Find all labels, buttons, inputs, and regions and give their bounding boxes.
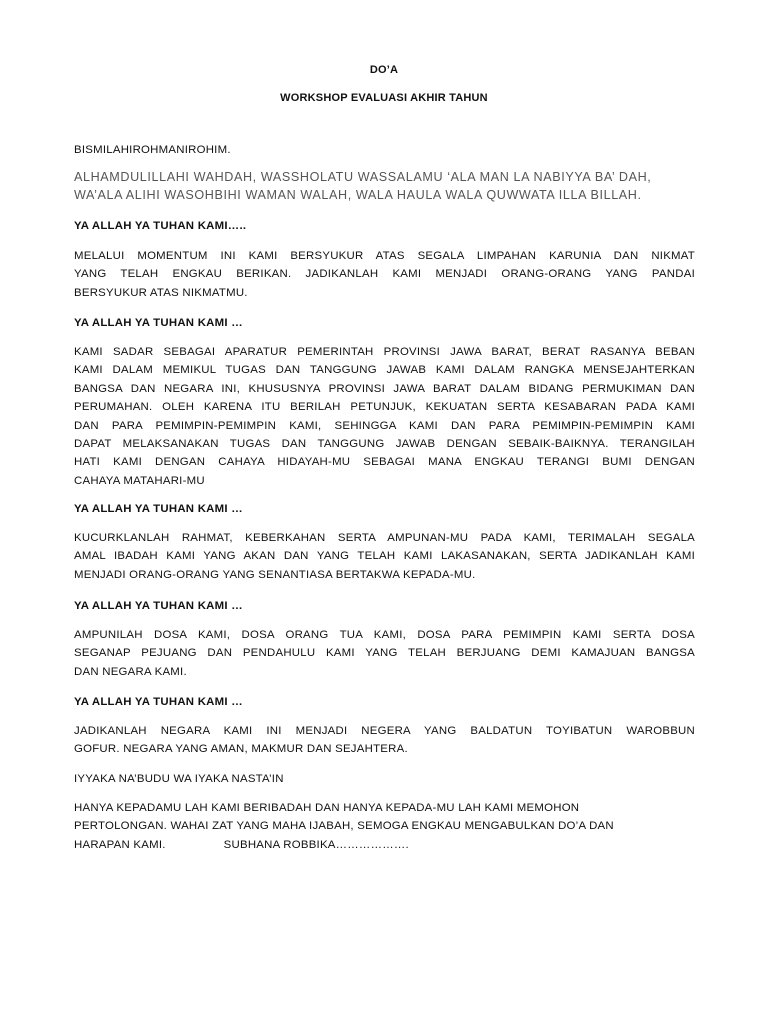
paragraph-line: SEGANAP PEJUANG DAN PENDAHULU KAMI YANG TELAH BERJUANG DEMI KAMAJUAN BANGSA xyxy=(74,647,695,660)
praise-line: WA’ALA ALIHI WASOHBIHI WAMAN WALAH, WALA HAULA WALA QUWWATA ILLA BILLAH. xyxy=(74,188,642,202)
praise-line: ALHAMDULILLAHI WAHDAH, WASSHOLATU WASSALAMU ‘ALA MAN LA NABIYYA BA’ DAH, xyxy=(74,170,652,184)
section-heading: YA ALLAH YA TUHAN KAMI….. xyxy=(74,220,247,232)
paragraph-closing xyxy=(74,799,695,854)
praise-paragraph xyxy=(74,168,695,204)
paragraph-gratitude xyxy=(74,247,695,302)
section-heading-plain: IYYAKA NA’BUDU WA IYAKA NASTA’IN xyxy=(74,773,284,785)
paragraph-nation xyxy=(74,722,695,759)
paragraph-forgiveness xyxy=(74,626,695,681)
closing-right-text: SUBHANA ROBBIKA………………. xyxy=(223,838,409,851)
closing-left-text: HARAPAN KAMI. xyxy=(74,838,166,851)
paragraph-line: JADIKANLAH NEGARA KAMI INI MENJADI NEGERA YANG BALDATUN TOYIBATUN WAROBBUN xyxy=(74,725,695,737)
doc-subtitle: WORKSHOP EVALUASI AKHIR TAHUN xyxy=(280,92,488,104)
paragraph-line: KAMI DALAM MEMIKUL TUGAS DAN TANGGUNG JAWAB KAMI DALAM RANGKA MENSEJAHTERKAN xyxy=(74,364,695,377)
paragraph-line: CAHAYA MATAHARI-MU xyxy=(74,474,205,487)
paragraph-line: AMAL IBADAH KAMI YANG AKAN DAN YANG TELAH KAMI LAKASANAKAN, SERTA JADIKANLAH KAMI xyxy=(74,550,695,563)
section-heading: YA ALLAH YA TUHAN KAMI … xyxy=(74,696,243,708)
section-heading: YA ALLAH YA TUHAN KAMI … xyxy=(74,317,243,329)
closing-line xyxy=(74,836,695,854)
paragraph-line: DAPAT MELAKSANAKAN TUGAS DAN TANGGUNG JAWAB DENGAN SEBAIK-BAIKNYA. TERANGILAH xyxy=(74,438,695,451)
paragraph-line: YANG TELAH ENGKAU BERIKAN. JADIKANLAH KAMI MENJADI ORANG-ORANG YANG PANDAI xyxy=(74,268,695,281)
paragraph-line: BANGSA DAN NEGARA INI, KHUSUSNYA PROVINSI JAWA BARAT DALAM BIDANG PERMUKIMAN DAN xyxy=(74,382,695,395)
paragraph-line: DAN NEGARA KAMI. xyxy=(74,665,187,678)
paragraph-line: MENJADI ORANG-ORANG YANG SENANTIASA BERTAKWA KEPADA-MU. xyxy=(74,568,476,581)
paragraph-apparatus xyxy=(74,343,695,490)
paragraph-line: KUCURKLANLAH RAHMAT, KEBERKAHAN SERTA AMPUNAN-MU PADA KAMI, TERIMALAH SEGALA xyxy=(74,532,695,544)
paragraph-line: HANYA KEPADAMU LAH KAMI BERIBADAH DAN HANYA KEPADA-MU LAH KAMI MEMOHON xyxy=(74,802,580,814)
paragraph-line: BERSYUKUR ATAS NIKMATMU. xyxy=(74,286,248,299)
doc-title: DO’A xyxy=(369,64,399,76)
section-heading: YA ALLAH YA TUHAN KAMI … xyxy=(74,600,243,612)
paragraph-line: KAMI SADAR SEBAGAI APARATUR PEMERINTAH PROVINSI JAWA BARAT, BERAT RASANYA BEBAN xyxy=(74,346,695,358)
paragraph-line: GOFUR. NEGARA YANG AMAN, MAKMUR DAN SEJAHTERA. xyxy=(74,743,408,756)
paragraph-line: PERUMAHAN. OLEH KARENA ITU BERILAH PETUNJUK, KEKUATAN SERTA KESABARAN PADA KAMI xyxy=(74,401,695,414)
paragraph-line: AMPUNILAH DOSA KAMI, DOSA ORANG TUA KAMI, DOSA PARA PEMIMPIN KAMI SERTA DOSA xyxy=(74,629,695,641)
section-heading: YA ALLAH YA TUHAN KAMI … xyxy=(74,503,243,515)
paragraph-line: DAN PARA PEMIMPIN-PEMIMPIN KAMI, SEHINGGA KAMI DAN PARA PEMIMPIN-PEMIMPIN KAMI xyxy=(74,419,695,432)
paragraph-blessing xyxy=(74,529,695,584)
paragraph-line: PERTOLONGAN. WAHAI ZAT YANG MAHA IJABAH, SEMOGA ENGKAU MENGABULKAN DO’A DAN xyxy=(74,820,614,833)
paragraph-line: HATI KAMI DENGAN CAHAYA HIDAYAH-MU SEBAGAI MANA ENGKAU TERANGI BUMI DENGAN xyxy=(74,456,695,469)
opening-line: BISMILAHIROHMANIROHIM. xyxy=(74,144,231,156)
paragraph-line: MELALUI MOMENTUM INI KAMI BERSYUKUR ATAS SEGALA LIMPAHAN KARUNIA DAN NIKMAT xyxy=(74,250,695,262)
